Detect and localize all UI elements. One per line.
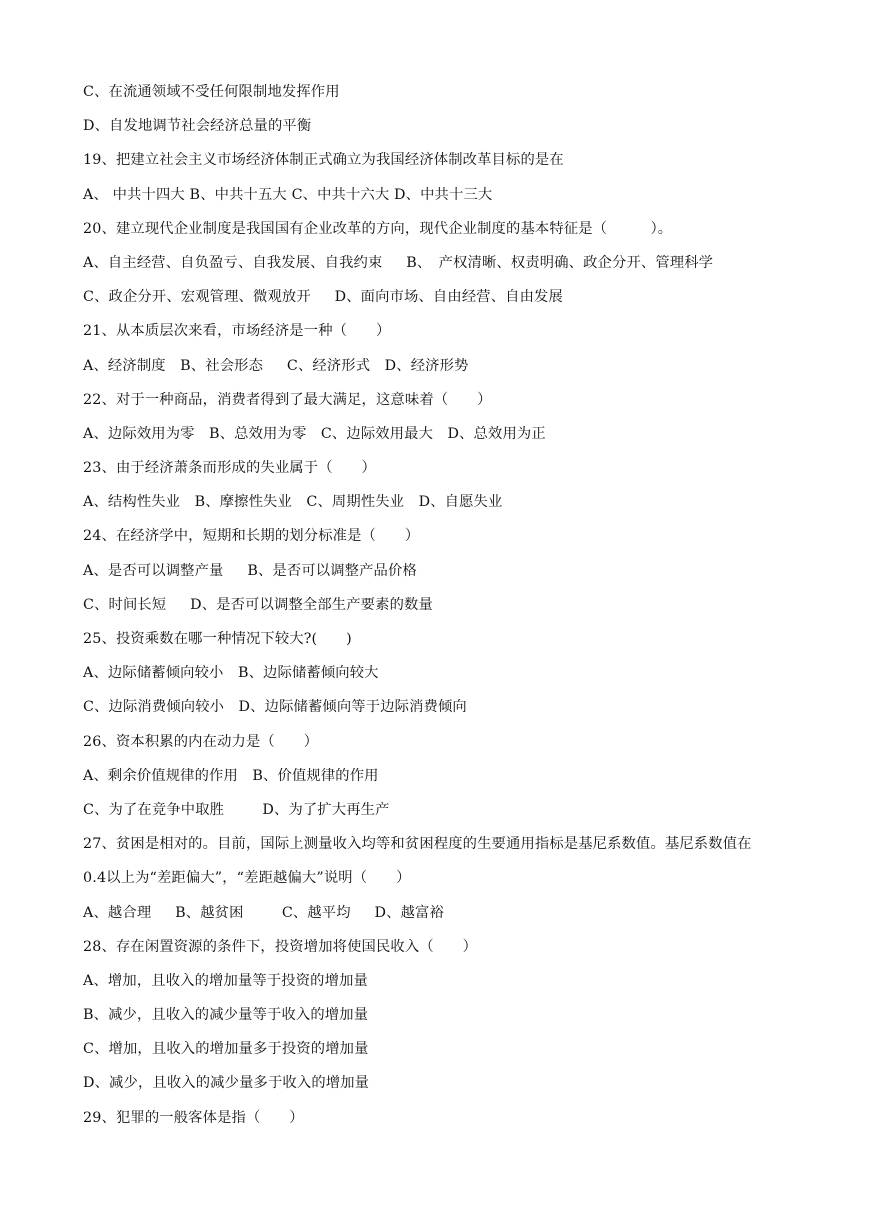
question-line: 22、对于一种商品，消费者得到了最大满足，这意味着（ ） <box>83 391 492 408</box>
text-line: C、在流通领域不受任何限制地发挥作用 <box>83 84 340 100</box>
question-line: 29、犯罪的一般客体是指（ ） <box>83 1109 304 1126</box>
document-body <box>83 82 803 1142</box>
options-line: A、结构性失业 B、摩擦性失业 C、周期性失业 D、自愿失业 <box>83 494 503 511</box>
question-line: 0.4以上为“差距偏大”，“差距越偏大”说明（ ） <box>83 870 411 887</box>
options-line: D、减少，且收入的减少量多于收入的增加量 <box>83 1075 370 1092</box>
options-line: C、政企分开、宏观管理、微观放开 D、面向市场、自由经营、自由发展 <box>83 289 563 306</box>
question-line: 28、存在闲置资源的条件下，投资增加将使国民收入（ ） <box>83 938 478 955</box>
question-line: 20、建立现代企业制度是我国国有企业改革的方向，现代企业制度的基本特征是（ ）。 <box>83 220 673 237</box>
question-line: 19、把建立社会主义市场经济体制正式确立为我国经济体制改革目标的是在 <box>83 152 564 169</box>
options-line: A、经济制度 B、社会形态 C、经济形式 D、经济形势 <box>83 357 469 374</box>
text-line: D、自发地调节社会经济总量的平衡 <box>83 118 312 135</box>
options-line: C、增加，且收入的增加量多于投资的增加量 <box>83 1041 369 1058</box>
options-line: A、增加，且收入的增加量等于投资的增加量 <box>83 972 368 989</box>
options-line: C、时间长短 D、是否可以调整全部生产要素的数量 <box>83 596 433 613</box>
options-line: A、自主经营、自负盈亏、自我发展、自我约束 B、 产权清晰、权责明确、政企分开、管理科学 <box>83 254 714 271</box>
options-line: C、边际消费倾向较小 D、边际储蓄倾向等于边际消费倾向 <box>83 699 467 716</box>
options-line: A、剩余价值规律的作用 B、价值规律的作用 <box>83 767 379 784</box>
question-line: 21、从本质层次来看，市场经济是一种（ ） <box>83 323 391 340</box>
question-line: 23、由于经济萧条而形成的失业属于（ ） <box>83 460 376 477</box>
options-line: A、 中共十四大 B、中共十五大 C、中共十六大 D、中共十三大 <box>83 186 493 203</box>
question-line: 24、在经济学中，短期和长期的划分标准是（ ） <box>83 528 420 545</box>
options-line: B、减少，且收入的减少量等于收入的增加量 <box>83 1007 369 1024</box>
question-line: 25、投资乘数在哪一种情况下较大?( ) <box>83 631 352 647</box>
options-line: C、为了在竞争中取胜 D、为了扩大再生产 <box>83 801 390 818</box>
question-line: 26、资本积累的内在动力是（ ） <box>83 733 319 750</box>
options-line: A、边际效用为零 B、总效用为零 C、边际效用最大 D、总效用为正 <box>83 425 546 442</box>
question-line: 27、贫困是相对的。目前，国际上测量收入均等和贫困程度的生要通用指标是基尼系数值。基尼系数值在 <box>83 836 752 853</box>
options-line: A、越合理 B、越贫困 C、越平均 D、越富裕 <box>83 904 444 921</box>
options-line: A、边际储蓄倾向较小 B、边际储蓄倾向较大 <box>83 665 379 682</box>
options-line: A、是否可以调整产量 B、是否可以调整产品价格 <box>83 562 417 579</box>
